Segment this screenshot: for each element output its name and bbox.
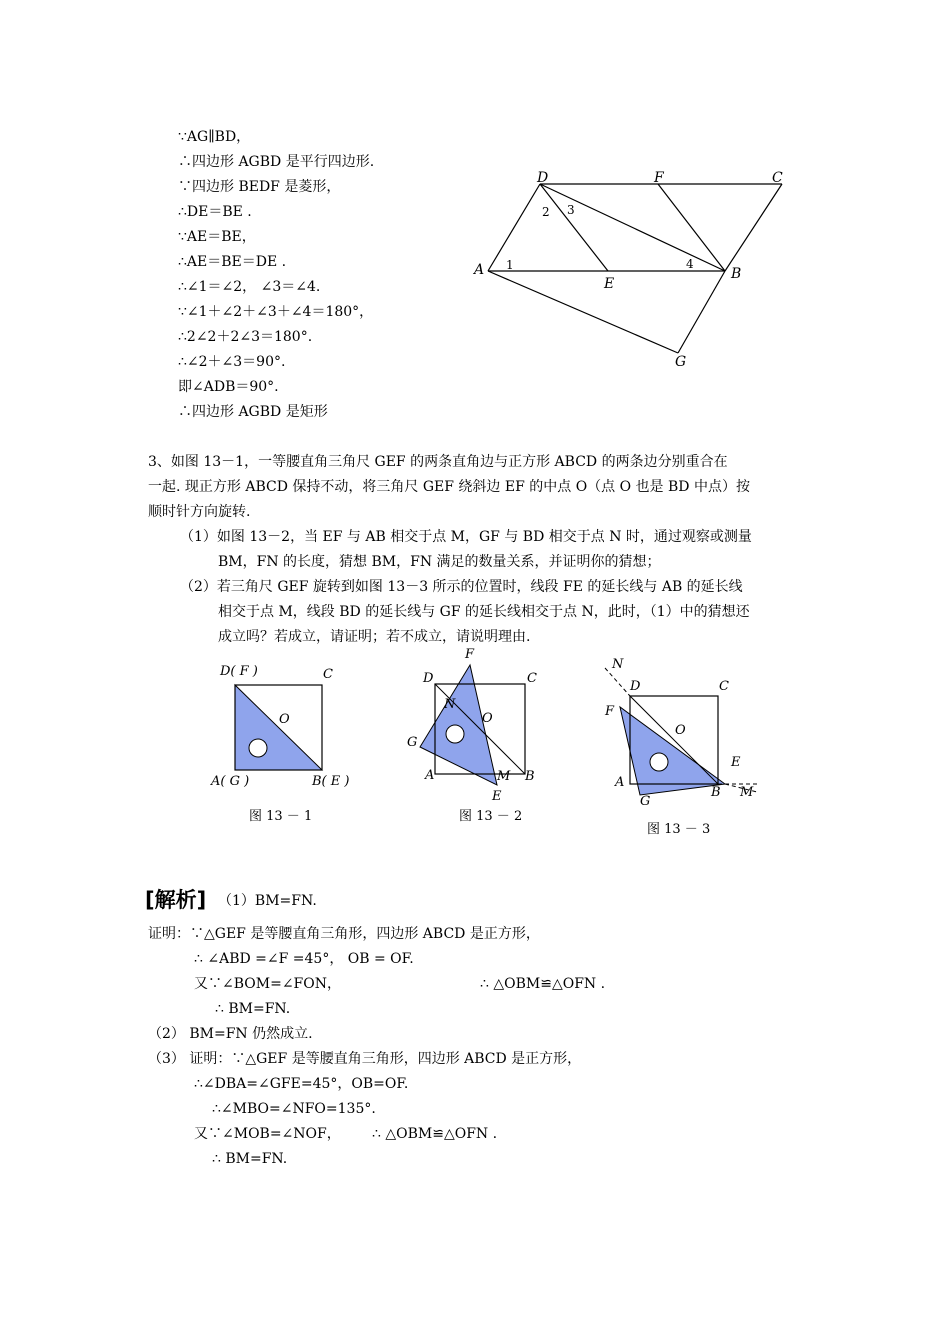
fig3-label-B: B: [711, 785, 721, 800]
fig2-label-N: N: [444, 697, 456, 712]
solution-line-8: ∴∠DBA=∠GFE=45°，OB=OF.: [194, 1076, 409, 1092]
problem-line-1: 3、如图 13－1，一等腰直角三角尺 GEF 的两条直角边与正方形 ABCD 的两条边分别重合在: [148, 454, 728, 470]
question-2-line-3: 成立吗？若成立，请证明；若不成立，请说明理由.: [218, 629, 531, 645]
fig2-label-B: B: [525, 769, 535, 784]
fig1-label-B: B( E ): [312, 774, 350, 789]
fig3-label-F: F: [605, 704, 615, 719]
fig3-label-A: A: [615, 775, 625, 790]
question-1-line-2: BM，FN 的长度，猜想 BM，FN 满足的数量关系，并证明你的猜想；: [218, 554, 661, 570]
figure-13-1: [205, 655, 365, 800]
pg-angle-4: 4: [686, 257, 694, 271]
proof-line-1: ∵AG∥BD，: [178, 129, 251, 145]
parallelogram-figure: [470, 170, 800, 375]
problem-line-2: 一起. 现正方形 ABCD 保持不动，将三角尺 GEF 绕斜边 EF 的中点 O（点 O 也是 BD 中点）按: [148, 479, 750, 495]
fig1-label-C: C: [323, 667, 333, 682]
proof-line-11: 即∠ADB＝90°.: [178, 379, 279, 395]
question-2-line-2: 相交于点 M，线段 BD 的延长线与 GF 的延长线相交于点 N，此时，（1）中的猜想还: [218, 604, 750, 620]
fig3-label-D: D: [630, 679, 641, 694]
solution-line-10a: 又∵∠MOB=∠NOF，: [194, 1126, 341, 1142]
problem-line-3: 顺时针方向旋转.: [148, 504, 251, 520]
fig2-label-E: E: [492, 789, 502, 804]
question-2-line-1: （2）若三角尺 GEF 旋转到如图 13－3 所示的位置时，线段 FE 的延长线与 AB 的延长线: [180, 579, 743, 595]
pg-angle-1: 1: [506, 258, 514, 272]
fig1-label-D: D( F ): [220, 664, 258, 679]
proof-line-7: ∴∠1＝∠2， ∠3＝∠4.: [178, 279, 321, 295]
proof-line-12: ∴四边形 AGBD 是矩形: [178, 404, 328, 420]
fig3-label-E: E: [731, 755, 741, 770]
fig2-caption: 图 13 － 2: [459, 809, 523, 824]
figure-13-2: [395, 640, 555, 805]
proof-line-4: ∴DE＝BE .: [178, 204, 252, 220]
fig2-label-O: O: [482, 711, 493, 726]
fig2-label-F: F: [465, 647, 475, 662]
solution-line-7: （3） 证明：∵△GEF 是等腰直角三角形，四边形 ABCD 是正方形，: [148, 1051, 582, 1067]
fig2-label-A: A: [425, 768, 435, 783]
pg-label-B: B: [731, 266, 742, 282]
solution-line-4b: ∴ △OBM≌△OFN .: [480, 976, 606, 992]
figure-13-3: [595, 650, 765, 815]
solution-line-4a: 又∵∠BOM=∠FON，: [194, 976, 341, 992]
pg-label-F: F: [654, 170, 664, 186]
fig2-label-G: G: [407, 735, 418, 750]
fig2-label-C: C: [527, 671, 537, 686]
pg-label-E: E: [604, 276, 615, 292]
proof-line-2: ∴四边形 AGBD 是平行四边形.: [178, 154, 375, 170]
pg-angle-2: 2: [542, 205, 550, 219]
solution-line-9: ∴∠MBO=∠NFO=135°.: [212, 1101, 376, 1117]
solution-line-5: ∴ BM=FN.: [215, 1001, 291, 1017]
solution-line-11: ∴ BM=FN.: [212, 1151, 288, 1167]
pg-angle-3: 3: [567, 203, 575, 217]
fig3-label-N: N: [612, 657, 624, 672]
fig1-label-O: O: [279, 712, 290, 727]
pg-label-G: G: [675, 354, 687, 370]
solution-line-10b: ∴ △OBM≌△OFN .: [372, 1126, 498, 1142]
fig3-label-C: C: [719, 679, 729, 694]
solution-line-1: （1）BM=FN.: [218, 893, 317, 909]
solution-line-6: （2） BM=FN 仍然成立.: [148, 1026, 313, 1042]
pg-label-D: D: [537, 170, 549, 186]
solution-heading: [解析]: [145, 888, 207, 912]
proof-line-5: ∵AE＝BE，: [178, 229, 256, 245]
fig3-label-O: O: [675, 723, 686, 738]
proof-line-6: ∴AE＝BE＝DE .: [178, 254, 287, 270]
fig3-label-M: M: [740, 785, 754, 800]
question-1-line-1: （1）如图 13－2，当 EF 与 AB 相交于点 M，GF 与 BD 相交于点 N 时，通过观察或测量: [180, 529, 752, 545]
fig2-label-D: D: [423, 671, 434, 686]
fig2-label-M: M: [497, 769, 511, 784]
fig1-caption: 图 13 － 1: [249, 809, 313, 824]
proof-line-8: ∵∠1＋∠2＋∠3＋∠4＝180°，: [178, 304, 374, 320]
solution-line-3: ∴ ∠ABD =∠F =45°， OB = OF.: [194, 951, 414, 967]
proof-line-10: ∴∠2＋∠3＝90°.: [178, 354, 286, 370]
proof-line-3: ∵四边形 BEDF 是菱形，: [178, 179, 341, 195]
pg-label-A: A: [474, 262, 485, 278]
fig3-label-G: G: [640, 794, 651, 809]
solution-line-2: 证明：∵△GEF 是等腰直角三角形，四边形 ABCD 是正方形，: [148, 926, 540, 942]
pg-label-C: C: [772, 170, 783, 186]
proof-line-9: ∴2∠2＋2∠3＝180°.: [178, 329, 313, 345]
fig3-caption: 图 13 － 3: [647, 822, 711, 837]
fig1-label-A: A( G ): [211, 774, 250, 789]
